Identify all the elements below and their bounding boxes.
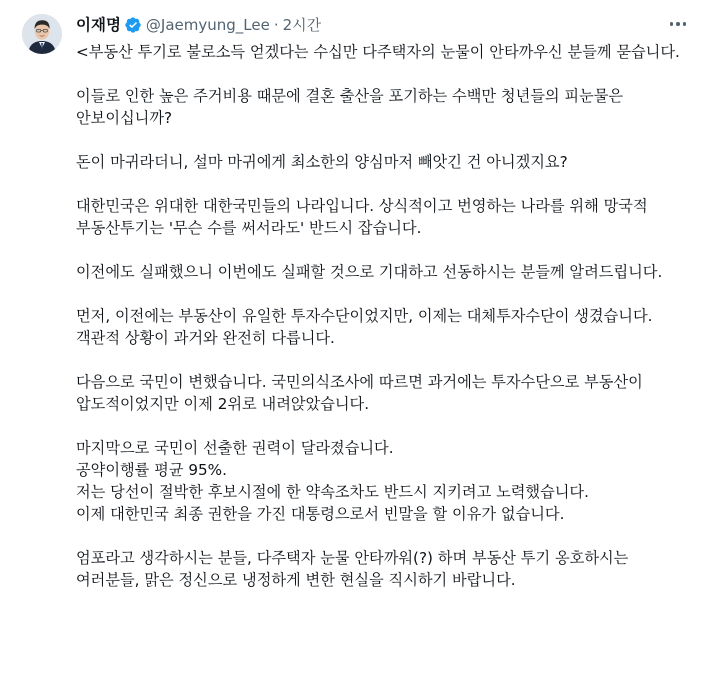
tweet-paragraph [76, 151, 690, 173]
tweet-text-line: 대한민국은 위대한 대한국민들의 나라입니다. 상식적이고 번영하는 나라를 위해 망국적 부동산투기는 '무슨 수를 써서라도' 반드시 잡습니다. [76, 197, 648, 237]
tweet-header [76, 12, 694, 38]
tweet-paragraph [76, 261, 690, 283]
tweet-paragraph [76, 41, 690, 63]
tweet-text-line: 이제 대한민국 최종 권한을 가진 대통령으로서 빈말을 할 이유가 없습니다. [76, 505, 565, 523]
tweet-text-line: 다음으로 국민이 변했습니다. 국민의식조사에 따르면 과거에는 투자수단으로 부동산이 압도적이었지만 이제 2위로 내려앉았습니다. [76, 373, 643, 413]
tweet-text-line: 돈이 마귀라더니, 설마 마귀에게 최소한의 양심마저 빼앗긴 건 아니겠지요? [76, 153, 568, 171]
author-name[interactable]: 이재명 [76, 16, 121, 34]
avatar-column [16, 12, 64, 679]
tweet-text-line: 엄포라고 생각하시는 분들, 다주택자 눈물 안타까워(?) 하며 부동산 투기 옹호하시는 여러분들, 맑은 정신으로 냉정하게 변한 현실을 직시하기 바랍니다. [76, 549, 629, 589]
tweet-paragraph [76, 305, 690, 349]
tweet-paragraph [76, 371, 690, 415]
more-dot [676, 22, 680, 26]
tweet-text-line: 마지막으로 국민이 선출한 권력이 달라졌습니다. [76, 439, 394, 457]
tweet-content [76, 12, 694, 679]
tweet-text [76, 41, 690, 591]
tweet-text-line: 공약이행률 평균 95%. [76, 461, 227, 479]
verified-badge-icon [124, 16, 142, 34]
header-separator: · [273, 16, 279, 34]
tweet-text-line: 먼저, 이전에는 부동산이 유일한 투자수단이었지만, 이제는 대체투자수단이 생겼습니다. 객관적 상황이 과거와 완전히 다릅니다. [76, 307, 653, 347]
author-handle[interactable]: @Jaemyung_Lee [145, 16, 270, 34]
more-dot [670, 22, 674, 26]
avatar-image [22, 14, 62, 54]
avatar[interactable] [22, 14, 62, 54]
tweet-text-line: <부동산 투기로 불로소득 얻겠다는 수십만 다주택자의 눈물이 안타까우신 분들께 묻습니다. [76, 43, 680, 61]
tweet-text-line: 저는 당선이 절박한 후보시절에 한 약속조차도 반드시 지키려고 노력했습니다. [76, 483, 589, 501]
tweet-paragraph [76, 547, 690, 591]
tweet-timestamp[interactable]: 2시간 [282, 16, 322, 34]
tweet-paragraph [76, 85, 690, 129]
more-options-icon[interactable] [666, 14, 690, 34]
tweet-text-line: 이전에도 실패했으니 이번에도 실패할 것으로 기대하고 선동하시는 분들께 알려드립니다. [76, 263, 663, 281]
tweet-paragraph [76, 437, 690, 525]
tweet-paragraph [76, 195, 690, 239]
tweet-text-line: 이들로 인한 높은 주거비용 때문에 결혼 출산을 포기하는 수백만 청년들의 피눈물은 안보이십니까? [76, 87, 624, 127]
more-dot [683, 22, 687, 26]
